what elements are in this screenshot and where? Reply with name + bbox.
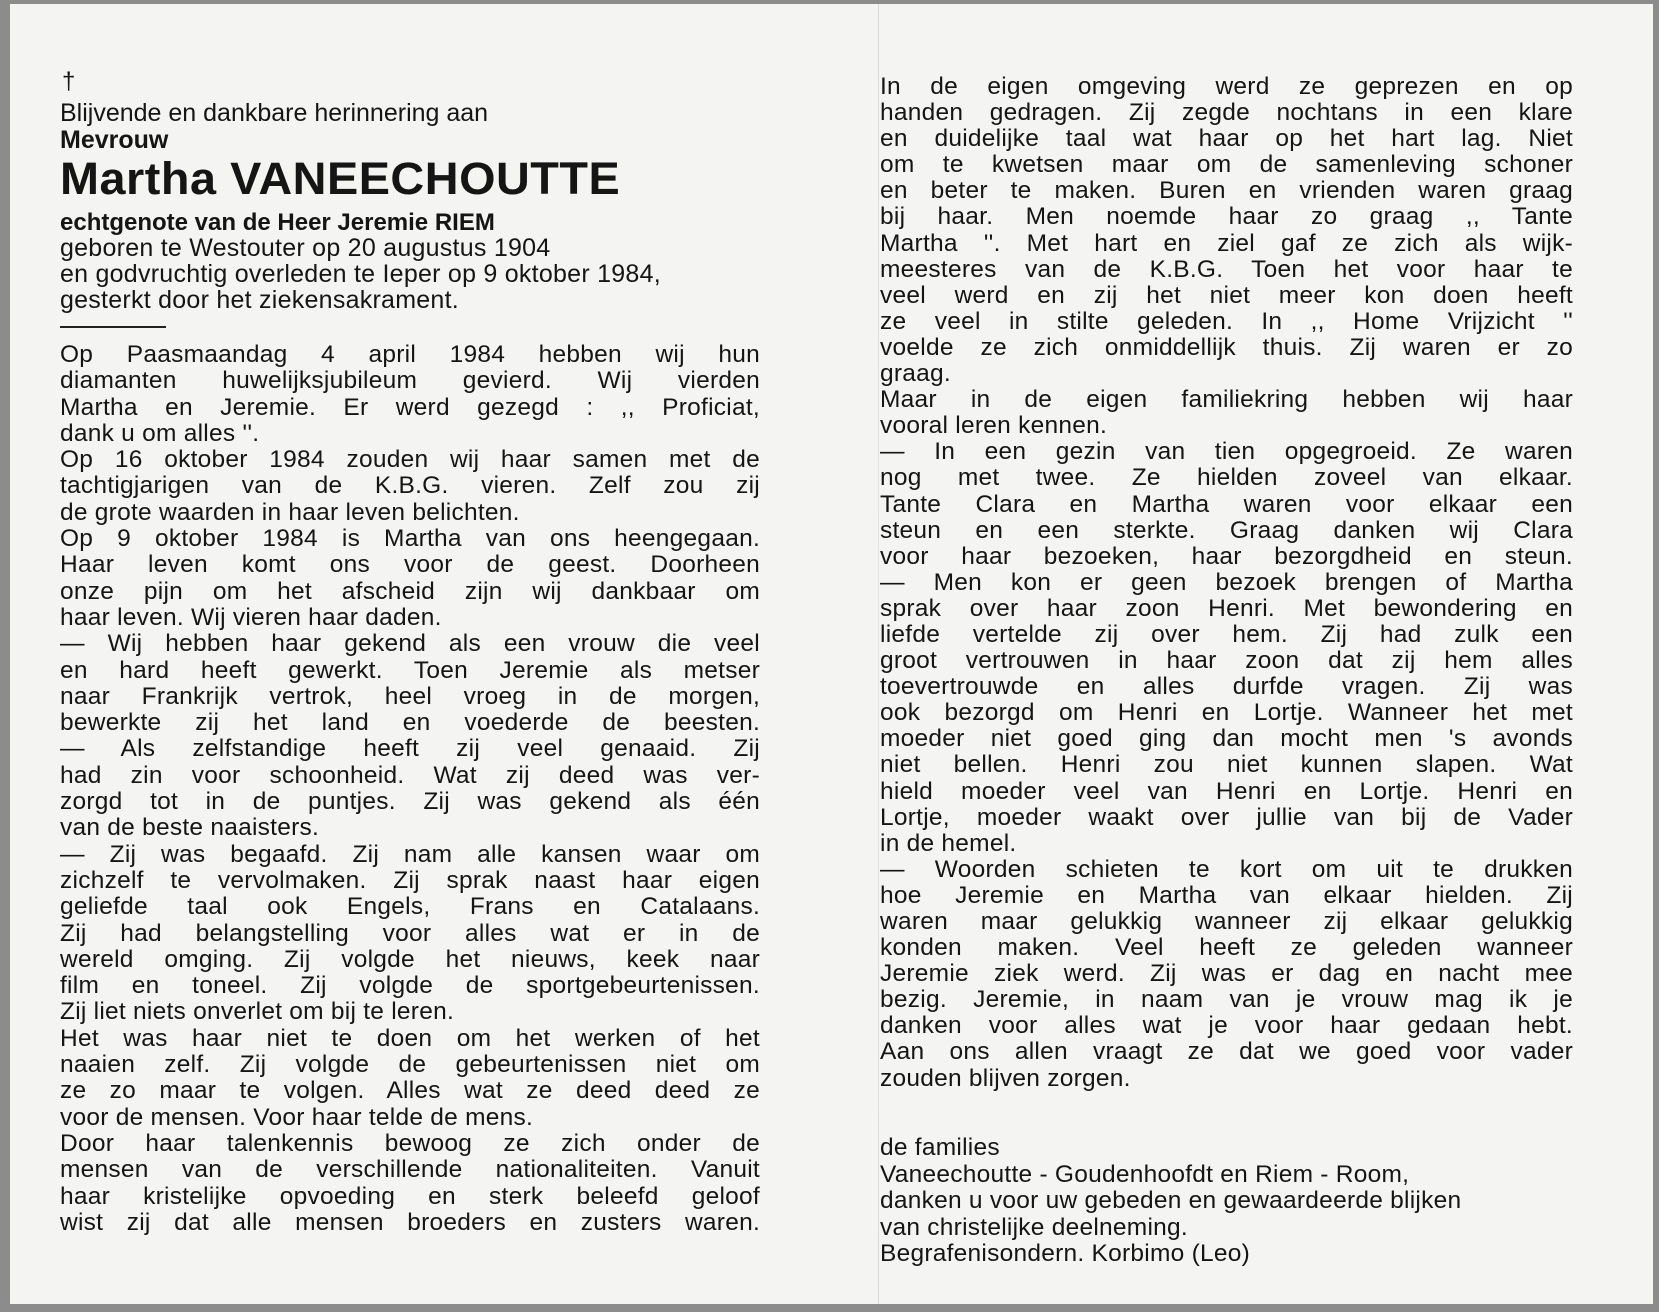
text-line: voor haar bezoeken, haar bezorgdheid en steun.	[880, 542, 1573, 570]
text-line: liefde vertelde zij over hem. Zij had zulk een	[880, 620, 1573, 648]
text-line: steun en een sterkte. Graag danken wij Clara	[880, 516, 1573, 544]
text-line: van de beste naaisters.	[60, 814, 320, 842]
death-line: en godvruchtig overleden te Ieper op 9 oktober 1984,	[60, 260, 661, 288]
text-line: groot vertrouwen in haar zoon dat zij hem alles	[880, 647, 1573, 675]
text-line: Zij liet niets onverlet om bij te leren.	[60, 998, 454, 1026]
text-line: Op Paasmaandag 4 april 1984 hebben wij hun	[60, 341, 760, 368]
text-line: graag.	[880, 360, 951, 388]
sacrament-line: gesterkt door het ziekensakrament.	[60, 286, 459, 314]
text-line: Op 9 oktober 1984 is Martha van ons heengegaan.	[60, 525, 760, 553]
text-line: voelde ze zich onmiddellijk thuis. Zij waren er zo	[880, 333, 1573, 361]
birth-line: geboren te Westouter op 20 augustus 1904	[60, 234, 551, 262]
card-fold	[878, 4, 879, 1304]
text-line: Jeremie ziek werd. Zij was er dag en nacht mee	[880, 960, 1573, 988]
right-column-text	[880, 74, 1573, 1092]
text-line: en hard heeft gewerkt. Toen Jeremie als metser	[60, 656, 760, 684]
text-line: ze zo maar te volgen. Alles wat ze deed deed ze	[60, 1077, 760, 1105]
text-line: en duidelijke taal wat haar op het hart lag. Niet	[880, 125, 1573, 153]
text-line: wereld omging. Zij volgde het nieuws, keek naar	[60, 945, 760, 973]
text-line: Aan ons allen vraagt ze dat we goed voor vader	[880, 1038, 1573, 1066]
text-line: haar kristelijke opvoeding en sterk beleefd geloof	[60, 1182, 760, 1210]
text-line: diamanten huwelijksjubileum gevierd. Wij vierden	[60, 367, 760, 395]
text-line: veel werd en zij het niet meer kon doen heeft	[880, 281, 1573, 309]
text-line: Door haar talenkennis bewoog ze zich onder de	[60, 1129, 760, 1157]
deceased-name: Martha VANEECHOUTTE	[60, 153, 621, 204]
text-line: en beter te maken. Buren en vrienden waren graag	[880, 177, 1573, 205]
text-line: sprak over haar zoon Henri. Met bewondering en	[880, 594, 1573, 622]
text-line: — Woorden schieten te kort om uit te drukken	[880, 855, 1573, 883]
intro-text: Blijvende en dankbare herinnering aan	[60, 99, 489, 127]
text-line: Tante Clara en Martha waren voor elkaar een	[880, 490, 1573, 518]
text-line: naar Frankrijk vertrok, heel vroeg in de morgen,	[60, 682, 760, 710]
text-line: dank u om alles ''.	[60, 419, 260, 447]
text-line: wist zij dat alle mensen broeders en zusters waren.	[60, 1208, 760, 1236]
text-line: ook bezorgd om Henri en Lortje. Wanneer het met	[880, 699, 1573, 727]
thanks-line: danken u voor uw gebeden en gewaardeerde blijken	[880, 1187, 1462, 1214]
text-line: vooral leren kennen.	[880, 412, 1108, 440]
text-line: Op 16 oktober 1984 zouden wij haar samen met de	[60, 446, 760, 474]
text-line: Lortje, moeder waakt over jullie van bij de Vader	[880, 803, 1573, 831]
families-heading: de families	[880, 1134, 1000, 1161]
text-line: om te kwetsen maar om de samenleving schoner	[880, 151, 1573, 179]
text-line: tachtigjarigen van de K.B.G. vieren. Zelf zou zij	[60, 472, 760, 500]
text-line: naaien zelf. Zij volgde de gebeurtenissen niet om	[60, 1051, 760, 1079]
thanks-line: van christelijke deelneming.	[880, 1213, 1188, 1241]
text-line: Maar in de eigen familiekring hebben wij haar	[880, 386, 1573, 414]
text-line: konden maken. Veel heeft ze geleden wanneer	[880, 934, 1573, 962]
left-column-text	[60, 342, 760, 1236]
text-line: zouden blijven zorgen.	[880, 1064, 1131, 1092]
undertaker-line: Begrafenisondern. Korbimo (Leo)	[880, 1240, 1251, 1267]
text-line: zichzelf te vervolmaken. Zij sprak naast haar eigen	[60, 866, 760, 894]
text-line: film en toneel. Zij volgde de sportgebeurtenissen.	[60, 972, 760, 1000]
text-line: — Men kon er geen bezoek brengen of Martha	[880, 568, 1573, 596]
text-line: had zin voor schoonheid. Wat zij deed was ver-	[60, 761, 760, 789]
text-line: — Als zelfstandige heeft zij veel genaaid. Zij	[60, 735, 760, 763]
text-line: in de hemel.	[880, 829, 1017, 857]
title-text: Mevrouw	[60, 126, 169, 154]
text-line: Martha ''. Met hart en ziel gaf ze zich als wijk-	[880, 229, 1573, 257]
text-line: voor de mensen. Voor haar telde de mens.	[60, 1103, 534, 1131]
text-line: haar leven. Wij vieren haar daden.	[60, 603, 442, 631]
divider	[60, 326, 166, 328]
text-line: ze veel in stilte geleden. In ,, Home Vrijzicht ''	[880, 307, 1573, 335]
text-line: zorgd tot in de puntjes. Zij was gekend als één	[60, 788, 760, 816]
text-line: moeder niet goed ging dan mocht men 's avonds	[880, 725, 1573, 753]
text-line: Zij had belangstelling voor alles wat er in de	[60, 919, 760, 947]
text-line: bewerkte zij het land en voederde de beesten.	[60, 709, 760, 737]
text-line: mensen van de verschillende nationaliteiten. Vanuit	[60, 1156, 760, 1184]
text-line: geliefde taal ook Engels, Frans en Catalaans.	[60, 893, 760, 921]
families-signature	[880, 1135, 1573, 1268]
birth-death-info	[60, 235, 760, 313]
text-line: In de eigen omgeving werd ze geprezen en op	[880, 73, 1573, 100]
text-line: bezig. Jeremie, in naam van je vrouw mag ik je	[880, 986, 1573, 1014]
text-line: nog met twee. Ze hielden zoveel van elkaar.	[880, 464, 1573, 492]
text-line: de grote waarden in haar leven belichten.	[60, 498, 520, 526]
text-line: danken voor alles wat je voor haar gedaan hebt.	[880, 1012, 1573, 1040]
family-names: Vaneechoutte - Goudenhoofdt en Riem - Room,	[880, 1160, 1410, 1188]
cross-icon: †	[62, 68, 76, 95]
text-line: — Zij was begaafd. Zij nam alle kansen waar om	[60, 840, 760, 868]
text-line: toevertrouwde en alles durfde vragen. Zij was	[880, 673, 1573, 701]
spouse-text: echtgenote van de Heer Jeremie RIEM	[60, 209, 495, 236]
text-line: hoe Jeremie en Martha van elkaar hielden. Zij	[880, 881, 1573, 909]
text-line: waren maar gelukkig wanneer zij elkaar gelukkig	[880, 908, 1573, 935]
text-line: Haar leven komt ons voor de geest. Doorheen	[60, 551, 760, 579]
text-line: — In een gezin van tien opgegroeid. Ze waren	[880, 438, 1573, 466]
text-line: Het was haar niet te doen om het werken of het	[60, 1024, 760, 1052]
text-line: hield moeder veel van Henri en Lortje. Henri en	[880, 777, 1573, 805]
text-line: bij haar. Men noemde haar zo graag ,, Tante	[880, 203, 1573, 231]
text-line: niet bellen. Henri zou niet kunnen slapen. Wat	[880, 751, 1573, 779]
text-line: meesteres van de K.B.G. Toen het voor haar te	[880, 255, 1573, 283]
text-line: Martha en Jeremie. Er werd gezegd : ,, Proficiat,	[60, 393, 760, 421]
text-line: handen gedragen. Zij zegde nochtans in een klare	[880, 99, 1573, 127]
text-line: onze pijn om het afscheid zijn wij dankbaar om	[60, 577, 760, 605]
text-line: — Wij hebben haar gekend als een vrouw die veel	[60, 630, 760, 658]
